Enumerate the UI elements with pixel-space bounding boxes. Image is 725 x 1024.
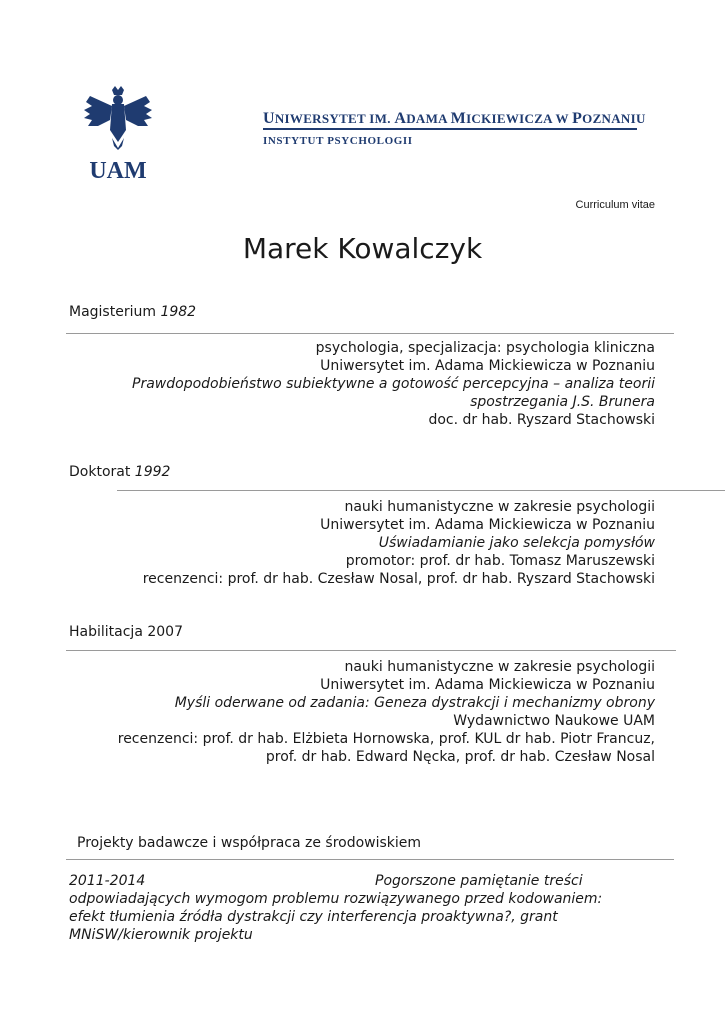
section-heading-doktorat: Doktorat 1992 — [69, 464, 171, 480]
logo-text: UAM — [89, 158, 147, 182]
section-heading-magisterium: Magisterium 1982 — [69, 304, 197, 320]
university-name: UNIWERSYTET IM. ADAMA MICKIEWICZA W POZNANIU — [263, 110, 646, 127]
section-divider — [117, 490, 725, 491]
cv-label: Curriculum vitae — [575, 199, 655, 211]
section-heading-habilitacja: Habilitacja 2007 — [69, 624, 183, 640]
project-entry: 2011-2014 Pogorszone pamiętanie treści odpowiadających wymogom problemu rozwiązywanego przed kodowaniem: efekt tłumienia źródła dystrakcji czy interferencja proaktywna?, grant MNiSW/kierownik projektu — [69, 873, 603, 943]
uam-eagle-logo — [82, 86, 154, 182]
project-years: 2011-2014 — [69, 873, 146, 889]
project-title-start: Pogorszone pamiętanie treści — [375, 873, 583, 889]
habilitacja-details: nauki humanistyczne w zakresie psychologii Uniwersytet im. Adama Mickiewicza w Poznaniu Myśli oderwane od zadania: Geneza dystrakcji i mechanizmy obrony Wydawnictwo Naukowe UAM recenzenci: prof. dr hab. Elżbieta Hornowska, prof. KUL dr hab. Piotr Francuz, prof. dr hab. Edward Nęcka, prof. dr hab. Czesław Nosal — [117, 659, 655, 765]
magisterium-details: psychologia, specjalizacja: psychologia kliniczna Uniwersytet im. Adama Mickiewicza w Poznaniu Prawdopodobieństwo subiektywne a gotowość percepcyjna – analiza teorii spostrzegania J.S. Brunera doc. dr hab. Ryszard Stachowski — [132, 340, 655, 428]
person-name: Marek Kowalczyk — [242, 232, 483, 265]
section-divider — [66, 650, 676, 651]
header-divider — [263, 128, 637, 130]
doktorat-details: nauki humanistyczne w zakresie psychologii Uniwersytet im. Adama Mickiewicza w Poznaniu Uświadamianie jako selekcja pomysłów promotor: prof. dr hab. Tomasz Maruszewski recenzenci: prof. dr hab. Czesław Nosal, prof. dr hab. Ryszard Stachowski — [142, 499, 655, 587]
section-divider — [66, 859, 674, 860]
institute-name: INSTYTUT PSYCHOLOGII — [263, 135, 413, 147]
section-divider — [66, 333, 674, 334]
section-heading-projects: Projekty badawcze i współpraca ze środowiskiem — [77, 835, 422, 851]
